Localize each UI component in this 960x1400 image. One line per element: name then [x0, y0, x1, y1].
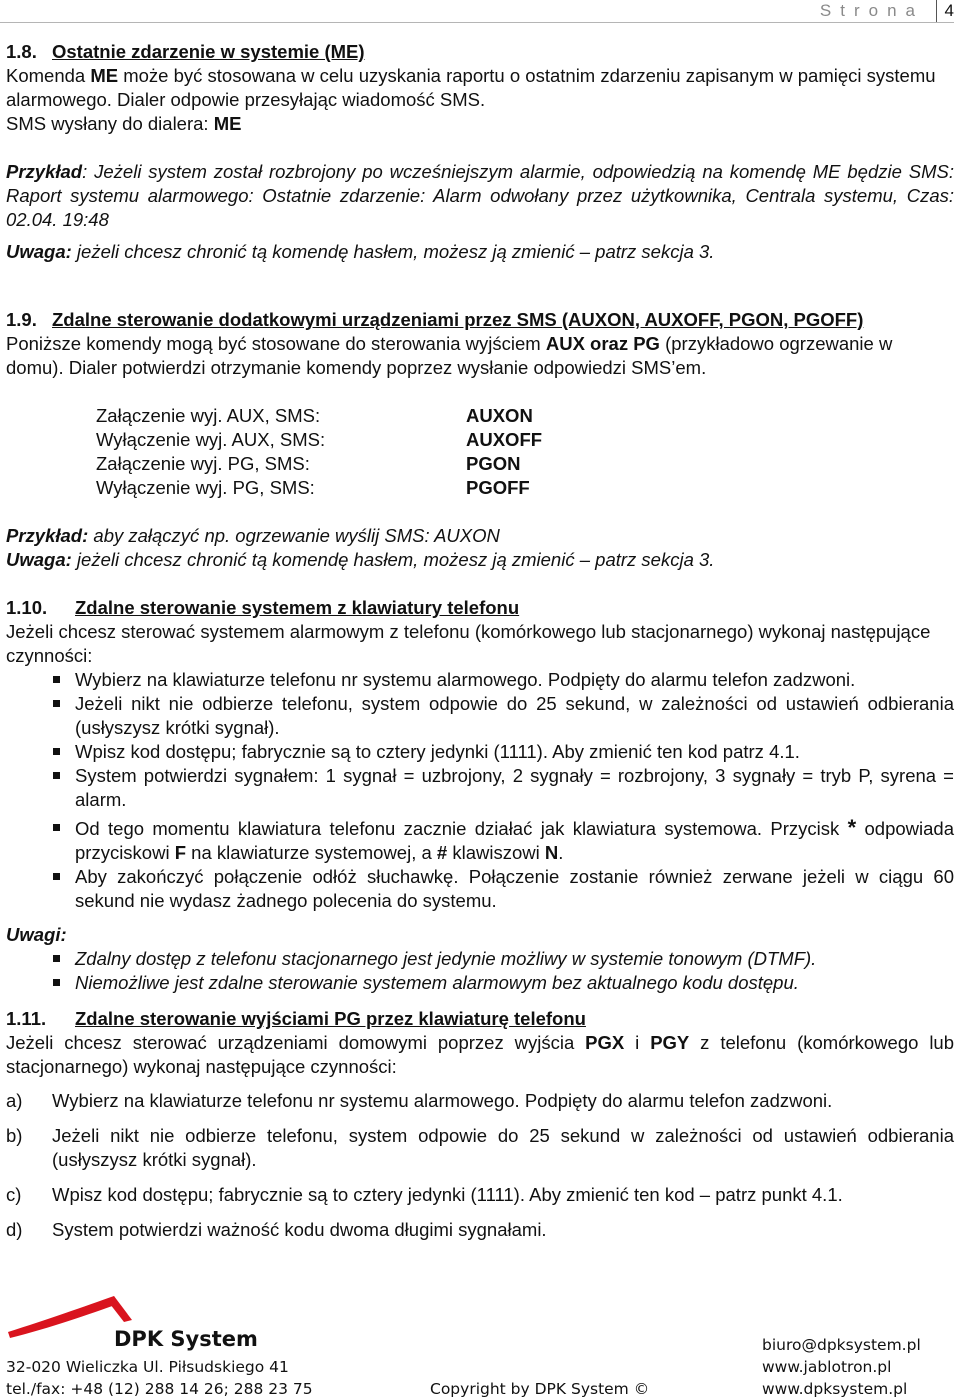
list-item: System potwierdzi sygnałem: 1 sygnał = uzbrojony, 2 sygnały = rozbrojony, 3 sygnały = tryb P, syrena = alarm. [6, 764, 954, 812]
footer-address: 32-020 Wieliczka Ul. Piłsudskiego 41 [6, 1358, 289, 1376]
list-item: c) Wpisz kod dostępu; fabrycznie są to cztery jedynki (1111). Aby zmienić ten kod – patrz punkt 4.1. [6, 1184, 843, 1205]
footer-copyright: Copyright by DPK System © [430, 1380, 650, 1398]
square-bullet-icon [53, 979, 60, 986]
command-table [96, 404, 542, 500]
list-item: Od tego momentu klawiatura telefonu zacznie działać jak klawiatura systemowa. Przycisk * odpowiada przyciskowi F na klawiaturze systemowej, a # klawiszowi N. [6, 816, 954, 865]
section-heading-1-8: 1.8. Ostatnie zdarzenie w systemie (ME) [6, 41, 365, 62]
section-1-8-note: Uwaga: jeżeli chcesz chronić tą komendę hasłem, możesz ją zmienić – patrz sekcja 3. [6, 241, 715, 262]
section-1-9-example: Przykład: aby załączyć np. ogrzewanie wyślij SMS: AUXON [6, 525, 500, 546]
footer-contact-left [6, 1356, 313, 1400]
list-item: a) Wybierz na klawiaturze telefonu nr systemu alarmowego. Podpięty do alarmu telefon zadzwoni. [6, 1090, 833, 1111]
footer-phone: tel./fax: +48 (12) 288 14 26; 288 23 75 [6, 1380, 313, 1398]
list-item: Wpisz kod dostępu; fabrycznie są to cztery jedynki (1111). Aby zmienić ten kod patrz 4.1. [6, 740, 954, 764]
footer-web-link-dpk[interactable]: www.dpksystem.pl [762, 1380, 908, 1398]
section-1-11-intro: Jeżeli chcesz sterować urządzeniami domowymi poprzez wyjścia PGX i PGY z telefonu (komórkowego lub stacjonarnego) wykonaj następujące czynności: [6, 1032, 955, 1077]
square-bullet-icon [53, 748, 60, 755]
section-1-9-paragraph: Poniższe komendy mogą być stosowane do sterowania wyjściem AUX oraz PG (przykładowo ogrzewanie w domu). Dialer potwierdzi otrzymanie komendy poprzez wysłanie odpowiedzi SMS’em. [6, 333, 893, 378]
list-item: Jeżeli nikt nie odbierze telefonu, system odpowie do 25 sekund, w zależności od ustawień odbierania (usłyszysz krótki sygnał). [6, 692, 954, 740]
list-item: Zdalny dostęp z telefonu stacjonarnego jest jedynie możliwy w systemie tonowym (DTMF). [6, 947, 954, 971]
dpk-system-logo [6, 1294, 258, 1354]
command-row: Wyłączenie wyj. PG, SMS: PGOFF [96, 477, 530, 498]
section-1-8-example: Przykład: Jeżeli system został rozbrojony po wcześniejszym alarmie, odpowiedzią na komendę ME będzie SMS: Raport systemu alarmowego: Ostatnie zdarzenie: Alarm odwołany przez użytkownika, Centrala systemu, Czas: 02.04. 19:48 [6, 161, 954, 230]
page-footer [0, 1290, 960, 1400]
list-item: b) Jeżeli nikt nie odbierze telefonu, system odpowie do 25 sekund w zależności od ustawień odbierania (usłyszysz krótki sygnał). [6, 1125, 954, 1170]
footer-email-link[interactable]: biuro@dpksystem.pl [762, 1336, 921, 1354]
command-row: Załączenie wyj. PG, SMS: PGON [96, 453, 521, 474]
list-item: Aby zakończyć połączenie odłóż słuchawkę. Połączenie zostanie również zerwane jeżeli w ciągu 60 sekund nie wydasz żadnego polecenia do systemu. [6, 865, 954, 913]
section-heading-1-10: 1.10. Zdalne sterowanie systemem z klawiatury telefonu [6, 597, 520, 618]
square-bullet-icon [53, 700, 60, 707]
square-bullet-icon [53, 772, 60, 779]
section-1-8-paragraph: Komenda ME może być stosowana w celu uzyskania raportu o ostatnim zdarzeniu zapisanym w pamięci systemu alarmowego. Dialer odpowie przesyłając wiadomość SMS. [6, 65, 936, 110]
section-1-10-intro: Jeżeli chcesz sterować systemem alarmowym z telefonu (komórkowego lub stacjonarnego) wykonaj następujące czynności: [6, 621, 931, 666]
page-header [0, 0, 960, 22]
square-bullet-icon [53, 824, 60, 831]
section-heading-1-11: 1.11. Zdalne sterowanie wyjściami PG przez klawiaturę telefonu [6, 1008, 586, 1029]
logo-text: DPK System [114, 1327, 258, 1351]
header-rule [0, 22, 954, 23]
section-1-9-note: Uwaga: jeżeli chcesz chronić tą komendę hasłem, możesz ją zmienić – patrz sekcja 3. [6, 549, 715, 570]
section-1-10-notes-label: Uwagi: [6, 924, 67, 945]
command-row: Wyłączenie wyj. AUX, SMS: AUXOFF [96, 429, 543, 450]
footer-web-link-jablotron[interactable]: www.jablotron.pl [762, 1358, 892, 1376]
list-item: Niemożliwe jest zdalne sterowanie systemem alarmowym bez aktualnego kodu dostępu. [6, 971, 954, 995]
square-bullet-icon [53, 873, 60, 880]
document-body [6, 40, 954, 1253]
pg-control-steps [6, 1089, 954, 1242]
command-row: Załączenie wyj. AUX, SMS: AUXON [96, 405, 533, 426]
square-bullet-icon [53, 676, 60, 683]
square-bullet-icon [53, 955, 60, 962]
page-number: 4 [936, 0, 954, 22]
footer-contact-right [762, 1334, 921, 1400]
list-item: d) System potwierdzi ważność kodu dwoma długimi sygnałami. [6, 1219, 547, 1240]
section-1-10-notes [6, 947, 954, 995]
section-heading-1-9: 1.9. Zdalne sterowanie dodatkowymi urządzeniami przez SMS (AUXON, AUXOFF, PGON, PGOFF) [6, 309, 864, 330]
page-label: Strona [819, 1, 924, 20]
phone-control-steps [6, 668, 954, 913]
section-1-8-sms-line: SMS wysłany do dialera: ME [6, 113, 242, 134]
list-item: Wybierz na klawiaturze telefonu nr systemu alarmowego. Podpięty do alarmu telefon zadzwoni. [6, 668, 954, 692]
